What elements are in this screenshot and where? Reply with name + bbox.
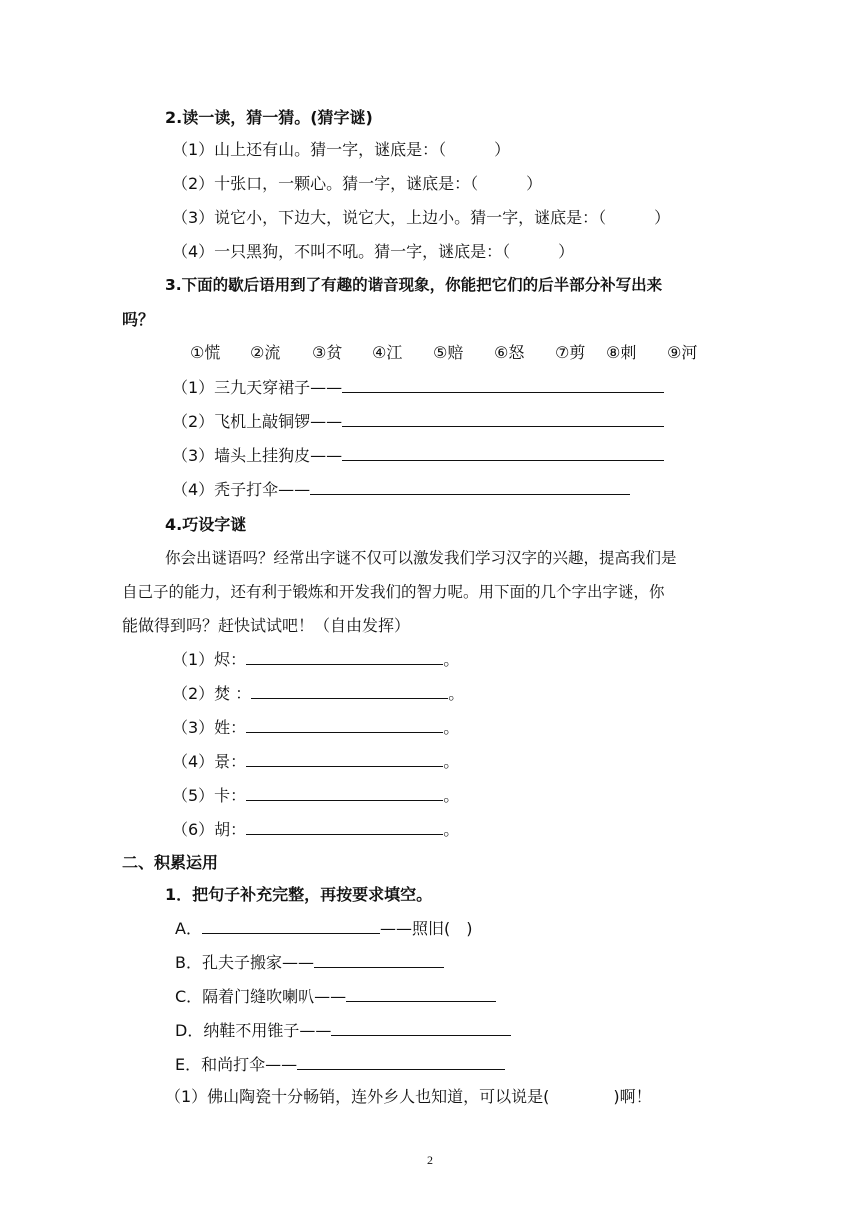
riddle-make-item-6 (172, 820, 459, 840)
fill-item-b (175, 953, 444, 973)
answer-blank-4[interactable] (310, 480, 630, 495)
riddle-blank-5[interactable] (246, 786, 443, 801)
choice-3: ③贫 (312, 343, 343, 362)
riddle-make-label-2: （2）焚 ： (172, 684, 252, 703)
riddle-make-label-4: （4）景： (172, 752, 247, 771)
fill-item-e (175, 1055, 505, 1075)
fill-item-c (175, 987, 496, 1007)
riddle-make-item-2 (172, 684, 464, 704)
fill-item-a-label: A． (175, 919, 202, 938)
choice-7: ⑦剪 (555, 343, 586, 362)
choice-5: ⑤赔 (433, 343, 464, 362)
riddle-blank-3[interactable] (246, 718, 443, 733)
riddle-blank-1[interactable] (246, 650, 443, 665)
choice-8: ⑧刺 (606, 343, 637, 362)
period: 。 (448, 684, 465, 703)
xiehouyu-label-1: （1）三九天穿裙子—— (172, 378, 343, 397)
fill-blank-e[interactable] (297, 1055, 505, 1070)
fill-item-e-label: E．和尚打伞—— (175, 1055, 298, 1074)
fill-blank-c[interactable] (346, 987, 496, 1002)
fill-item-a (175, 919, 472, 939)
fill-item-d-label: D．纳鞋不用锥子—— (175, 1021, 332, 1040)
riddle-item-4: （4）一只黑狗，不叫不吼。猜一字，谜底是：（ ） (172, 242, 575, 261)
section4-para-line2: 自己子的能力，还有利于锻炼和开发我们的智力呢。用下面的几个字出字谜，你 (122, 583, 665, 601)
riddle-make-item-4 (172, 752, 459, 772)
riddle-make-item-3 (172, 718, 459, 738)
section2-title: 2.读一读，猜一猜。(猜字谜) (165, 108, 373, 127)
section3-title-line1: 3.下面的歇后语用到了有趣的谐音现象，你能把它们的后半部分补写出来 (165, 276, 663, 294)
section4-para-line1: 你会出谜语吗？经常出字谜不仅可以激发我们学习汉字的兴趣，提高我们是 (165, 549, 677, 567)
part2-q1-title: 1．把句子补充完整，再按要求填空。 (165, 885, 433, 904)
riddle-make-label-3: （3）姓： (172, 718, 247, 737)
answer-blank-1[interactable] (342, 378, 664, 393)
period: 。 (443, 650, 460, 669)
fill-item-c-label: C．隔着门缝吹喇叭—— (175, 987, 347, 1006)
xiehouyu-item-3 (172, 446, 664, 466)
fill-blank-a[interactable] (202, 919, 380, 934)
part2-sub-question-1: （1）佛山陶瓷十分畅销，连外乡人也知道，可以说是( )啊！ (165, 1087, 652, 1106)
riddle-blank-2[interactable] (251, 684, 448, 699)
riddle-item-1: （1）山上还有山。猜一字，谜底是：（ ） (172, 140, 511, 159)
fill-item-b-label: B．孔夫子搬家—— (175, 953, 314, 972)
period: 。 (443, 718, 460, 737)
choice-6: ⑥怒 (494, 343, 525, 362)
section4-para-line3: 能做得到吗？赶快试试吧！（自由发挥） (122, 616, 411, 635)
choice-2: ②流 (250, 343, 281, 362)
period: 。 (443, 752, 460, 771)
riddle-item-2: （2）十张口，一颗心。猜一字，谜底是：（ ） (172, 174, 543, 193)
period: 。 (443, 820, 460, 839)
xiehouyu-item-4 (172, 480, 630, 500)
answer-blank-3[interactable] (342, 446, 664, 461)
period: 。 (443, 786, 460, 805)
riddle-make-label-1: （1）烬： (172, 650, 247, 669)
fill-blank-d[interactable] (331, 1021, 511, 1036)
fill-item-a-suffix: ——照旧( ) (379, 919, 473, 938)
xiehouyu-label-4: （4）秃子打伞—— (172, 480, 311, 499)
xiehouyu-item-1 (172, 378, 664, 398)
riddle-blank-4[interactable] (246, 752, 443, 767)
fill-blank-b[interactable] (314, 953, 444, 968)
part2-title: 二、积累运用 (122, 853, 219, 872)
riddle-make-label-6: （6）胡： (172, 820, 247, 839)
section4-title: 4.巧设字谜 (165, 515, 247, 534)
riddle-make-label-5: （5）卡： (172, 786, 247, 805)
choice-4: ④江 (372, 343, 403, 362)
section3-title-line2: 吗？ (122, 310, 155, 329)
riddle-make-item-1 (172, 650, 459, 670)
xiehouyu-label-2: （2）飞机上敲铜锣—— (172, 412, 343, 431)
xiehouyu-label-3: （3）墙头上挂狗皮—— (172, 446, 343, 465)
fill-item-d (175, 1021, 511, 1041)
choice-9: ⑨河 (667, 343, 698, 362)
choice-1: ①慌 (190, 343, 221, 362)
riddle-make-item-5 (172, 786, 459, 806)
xiehouyu-item-2 (172, 412, 664, 432)
page-number: 2 (427, 1153, 433, 1167)
riddle-item-3: （3）说它小，下边大，说它大，上边小。猜一字，谜底是：（ ） (172, 208, 671, 227)
answer-blank-2[interactable] (342, 412, 664, 427)
riddle-blank-6[interactable] (246, 820, 443, 835)
